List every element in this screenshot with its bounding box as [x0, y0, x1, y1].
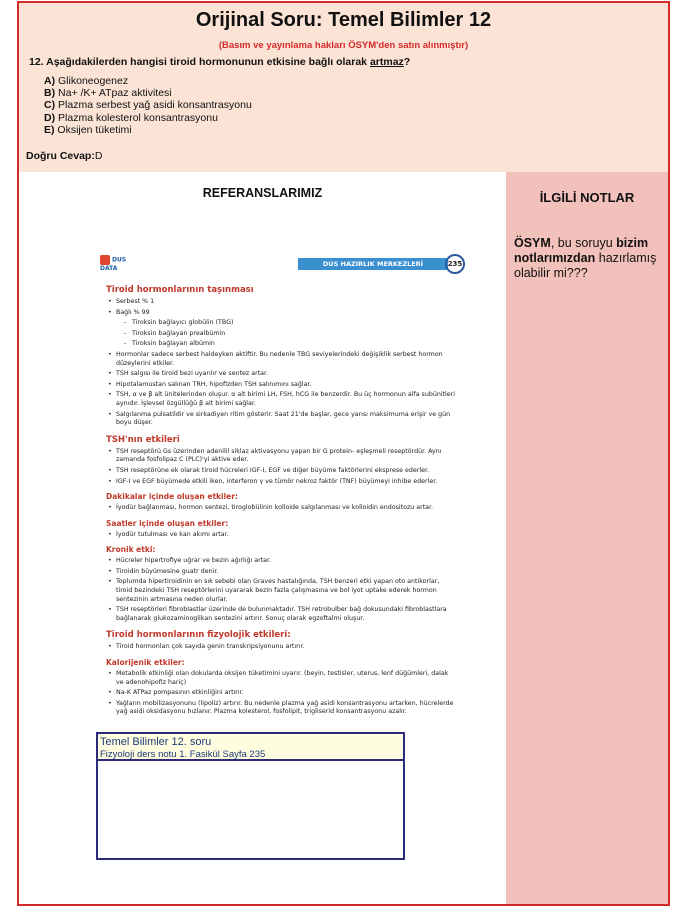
- option-key: C): [44, 99, 56, 112]
- notes-column: [506, 172, 668, 904]
- scan-bullet: • TSH reseptörüne ek olarak tiroid hücreleri IGF-I, EGF ve diğer büyüme faktörlerini eksprese ederler.: [116, 467, 456, 476]
- option-text: Oksijen tüketimi: [57, 123, 132, 136]
- option-key: B): [44, 87, 56, 100]
- scan-bullet: • Metabolik etkinliği olan dokularda oksijen tüketimini uyarır. (beyin, testisler, uterus, lenf düğümleri, dalak ve adenohipofiz hariç): [116, 670, 456, 687]
- scan-heading: Tiroid hormonlarının taşınması: [106, 285, 254, 295]
- page-number: 235: [445, 254, 465, 274]
- option-text: Plazma kolesterol konsantrasyonu: [58, 111, 218, 124]
- option-a: [44, 75, 252, 87]
- scan-bullet: • Tiroid hormonları çok sayıda genin transkripsiyonunu artırır.: [116, 643, 456, 652]
- scan-bullet: • Na-K ATPaz pompasının etkinliğini artırır.: [116, 689, 456, 698]
- copyright-note: (Basım ve yayınlama hakları ÖSYM'den satın alınmıştır): [218, 40, 469, 51]
- scan-subitem: - Tiroksin bağlayan prealbümin: [132, 330, 465, 339]
- scan-bullet: • TSH salgısı ile tiroid bezi uyarılır ve sentez artar.: [116, 370, 456, 379]
- question-text: [29, 56, 410, 68]
- logo-mark-icon: [100, 255, 110, 265]
- scan-bullet: • Toplumda hipertiroidinin en sık sebebi olan Graves hastalığında, TSH benzeri etki yapan oto antikorlar, tiroid bezindeki TSH reseptörlerini uyararak bezin fazla çalışmasına ve bol iyot uptake ederek hormon sentezinin artmasına neden olurlar.: [116, 578, 456, 604]
- header-band: DUS HAZIRLIK MERKEZLERİ: [298, 258, 448, 270]
- scan-bullet: • TSH reseptörleri fibroblastlar üzerinde de bulunmaktadır. TSH retrobulber bağ dokusundaki fibroblastlara bağlanarak glukozaminoglikan sentezini artırır. Sonuç olarak egzoftalmi oluşur.: [116, 606, 456, 623]
- scan-bullet: • IGF-I ve EGF büyümede etkili iken, interferon γ ve tümör nekroz faktör (TNF) büyümeyi inhibe ederler.: [116, 478, 456, 487]
- references-title: REFERANSLARIMIZ: [202, 186, 323, 200]
- scan-subitem: - Tiroksin bağlayıcı globülin (TBG): [132, 319, 465, 328]
- scan-subitem: - Tiroksin bağlayan albümin: [132, 340, 465, 349]
- notes-emphasis: bizim notlarımızdan: [514, 236, 649, 265]
- scan-bullet: • Yağların mobilizasyonunu (lipoliz) artırır. Bu nedenle plazma yağ asidi konsantrasyonu artarken, hücrelerde yağ asidi oksidasyonu hızlanır. Plazma kolesterol, fosfolipit, trigliserid konsantrasyonu azalır.: [116, 700, 456, 717]
- option-text: Na+ /K+ ATpaz aktivitesi: [58, 87, 172, 100]
- notes-osym: ÖSYM: [514, 236, 551, 250]
- option-key: A): [44, 75, 56, 87]
- notes-body: [514, 236, 664, 281]
- scan-bullet: • Hücreler hipertrofiye uğrar ve bezin ağırlığı artar.: [116, 557, 456, 566]
- scan-bullet: • Hipotalamustan salınan TRH, hipofizden TSH salınımını sağlar.: [116, 381, 456, 390]
- scan-bullet: • Bağlı % 99: [116, 309, 456, 318]
- scan-bullet: • TSH, α ve β alt ünitelerinden oluşur. α alt birimi LH, FSH, hCG ile benzerdir. Bu üç hormonun alfa subünitleri aynıdır. İşlevsel özgüllüğü β alt birimi sağlar.: [116, 391, 456, 408]
- question-panel: [19, 3, 668, 172]
- scan-bullet: • İyodür bağlanması, hormon sentezi, tiroglobülinin kolloide salgılanması ve kolloidin endositozu artar.: [116, 504, 456, 513]
- scan-subheading: Saatler içinde oluşan etkiler:: [106, 518, 229, 528]
- correct-answer-label: Doğru Cevap:: [26, 150, 95, 162]
- scan-heading: Tiroid hormonlarının fizyolojik etkileri:: [106, 630, 291, 641]
- scan-header: [100, 254, 465, 276]
- question-prefix: 12. Aşağıdakilerden hangisi tiroid hormonunun etkisine bağlı olarak: [29, 56, 370, 68]
- correct-answer-value: D: [94, 150, 103, 162]
- notes-title: İLGİLİ NOTLAR: [539, 190, 635, 205]
- dusdata-logo: [100, 255, 144, 273]
- scan-heading: TSH'nın etkileri: [106, 434, 180, 445]
- scan-bullet: • TSH reseptörü Gs üzerinden adenilil siklaz aktivasyonu yapan bir G protein- eşleşmeli reseptördür. Aynı zamanda fosfolipaz C (PLC)'yi aktive eder.: [116, 448, 456, 465]
- option-key: D): [44, 111, 56, 124]
- question-suffix: ?: [403, 56, 411, 68]
- question-negation: artmaz: [369, 56, 404, 68]
- option-c: [44, 99, 252, 111]
- scan-subheading: Kalorijenik etkiler:: [106, 658, 185, 668]
- scan-subheading: Kronik etki:: [106, 545, 156, 555]
- scan-bullet: • Hormonlar sadece serbest haldeyken aktiftir. Bu nedenle TBG seviyelerindeki değişiklik serbest hormon düzeylerini etkiler.: [116, 351, 456, 368]
- scan-subheading: Dakikalar içinde oluşan etkiler:: [106, 492, 238, 502]
- page-title: Orijinal Soru: Temel Bilimler 12: [195, 9, 492, 31]
- callout-line2: Fizyoloji ders notu 1. Fasikül Sayfa 235: [100, 749, 266, 760]
- option-b: [44, 87, 252, 99]
- notes-text-2: hazırlamış olabilir mi???: [514, 251, 657, 280]
- scan-bullet: • Serbest % 1: [116, 298, 456, 307]
- scan-bullet: • İyodür tutulması ve kan akımı artar.: [116, 531, 456, 540]
- logo-text: DUS DATA: [100, 256, 127, 272]
- callout-frame: [96, 760, 405, 860]
- reference-callout: [96, 732, 405, 761]
- option-text: Plazma serbest yağ asidi konsantrasyonu: [58, 99, 252, 112]
- callout-line1: Temel Bilimler 12. soru: [100, 736, 212, 748]
- option-text: Glikoneogenez: [58, 75, 129, 87]
- option-d: [44, 112, 252, 124]
- answer-options: [44, 75, 252, 136]
- scan-bullet: • Salgılanma pulsatildir ve sirkadiyen ritim gösterir. Saat 21'de başlar, gece yarısı maksimuma erişir ve gün boyu düşer.: [116, 411, 456, 428]
- correct-answer: [26, 150, 102, 162]
- scan-bullet: • Tiroidin büyümesine guatr denir.: [116, 568, 456, 577]
- option-e: [44, 124, 252, 136]
- notes-text-1: , bu soruyu: [550, 236, 617, 250]
- option-key: E): [44, 123, 55, 136]
